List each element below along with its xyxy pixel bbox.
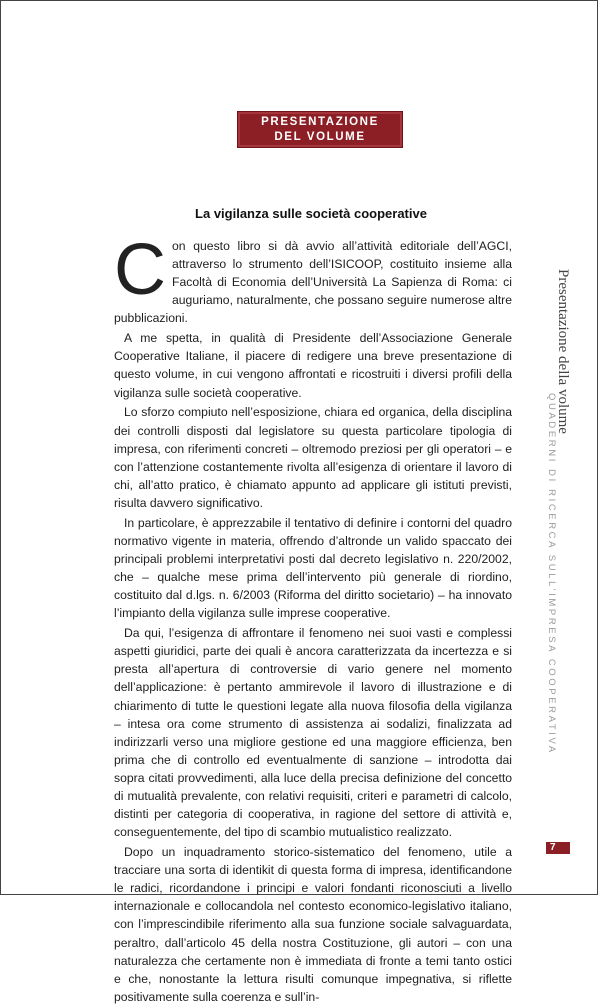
page-number: 7 [546, 842, 570, 854]
drop-cap: C [114, 230, 166, 310]
paragraph-1-text: on questo libro si dà avvio all’attività editoriale dell’AGCI, attraverso lo strumento dell’ISICOOP, costituito insieme alla Facoltà di Economia dell’Università La Sapienza di Roma: ci auguriamo, naturalmente, che possano seguire numerose altre pubblicazioni. [114, 239, 512, 326]
paragraph-6: Dopo un inquadramento storico-sistematico del fenomeno, utile a tracciare una sorta di identikit di questa forma di impresa, identificandone le radici, ricordandone i principi e valori fondanti riconosciuti a livello internazionale e collocandola nel contesto economico-legislativo italiano, con l’imprescindibile riferimento alla sua funzione sociale salvaguardata, peraltro, dall’articolo 45 della nostra Costituzione, gli autori – con una naturalezza che certamente non è immediata di fronte a temi tanto ostici e che, nonostante la lettura risulti comunque impegnativa, si riflette positivamente sulla coerenza e sull’in- [114, 845, 512, 1004]
paragraph-3: Lo sforzo compiuto nell’esposizione, chiara ed organica, della disciplina dei controlli disposti dal legislatore su questa particolare tipologia di impresa, con riferimenti concreti – oltremodo preziosi per gli operatori – e con l’attenzione costantemente rivolta all’esigenza di orientare il lavoro di chi, all’atto pratico, è chiamato appunto ad applicare gli istituti previsti, risulta davvero significativo. [114, 405, 512, 510]
banner-line-2: DEL VOLUME [274, 130, 366, 143]
article-body [114, 230, 512, 1008]
banner-line-1: PRESENTAZIONE [261, 116, 379, 128]
paragraph-4: In particolare, è apprezzabile il tentativo di definire i contorni del quadro normativo vigente in materia, offrendo d’altronde un valido spaccato dei principali problemi interpretativi posti dal decreto legislativo n. 220/2002, che – qualche mese prima dell’intervento più generale di riordino, costituito dal d.lgs. n. 6/2003 (Riforma del diritto societario) – ha innovato l’impianto della vigilanza sulle imprese cooperative. [114, 515, 512, 621]
running-title: Presentazione della volume [555, 269, 571, 434]
article-heading: La vigilanza sulle società cooperative [195, 206, 427, 221]
paragraph-5: Da qui, l’esigenza di affrontare il fenomeno nei suoi vasti e complessi aspetti giuridici, parte dei quali è ancora caratterizzata da incertezza e si presta all’apertura di controversie di vario genere nel momento dell’applicazione: è pertanto ammirevole il lavoro di illustrazione e di chiarimento di tutte le questioni legate alla nuova filosofia della vigilanza – intesa ora come strumento di assistenza ai sodalizi, finalizzata ad indirizzarli verso una migliore gestione ed una maggiore efficienza, ben prima che di controllo ed eventualmente di sanzione – introdotta dai sopra citati provvedimenti, alla luce della precisa definizione del concetto di mutualità prevalente, con relativi requisiti, criteri e parametri di calcolo, distinti per categoria di cooperativa, in ragione del settore di attività e, conseguentemente, del tipo di scambio mutualistico realizzato. [114, 626, 512, 840]
paragraph-2: A me spetta, in qualità di Presidente dell’Associazione Generale Cooperative Italiane, il piacere di redigere una breve presentazione di questo volume, in cui vengono affrontati e ricostruiti i diversi profili della vigilanza sulle società cooperative. [114, 331, 512, 400]
section-banner [237, 111, 403, 148]
series-title: QUADERNI DI RICERCA SULL’IMPRESA COOPERATIVA [546, 393, 557, 755]
paragraph-1 [114, 230, 512, 327]
